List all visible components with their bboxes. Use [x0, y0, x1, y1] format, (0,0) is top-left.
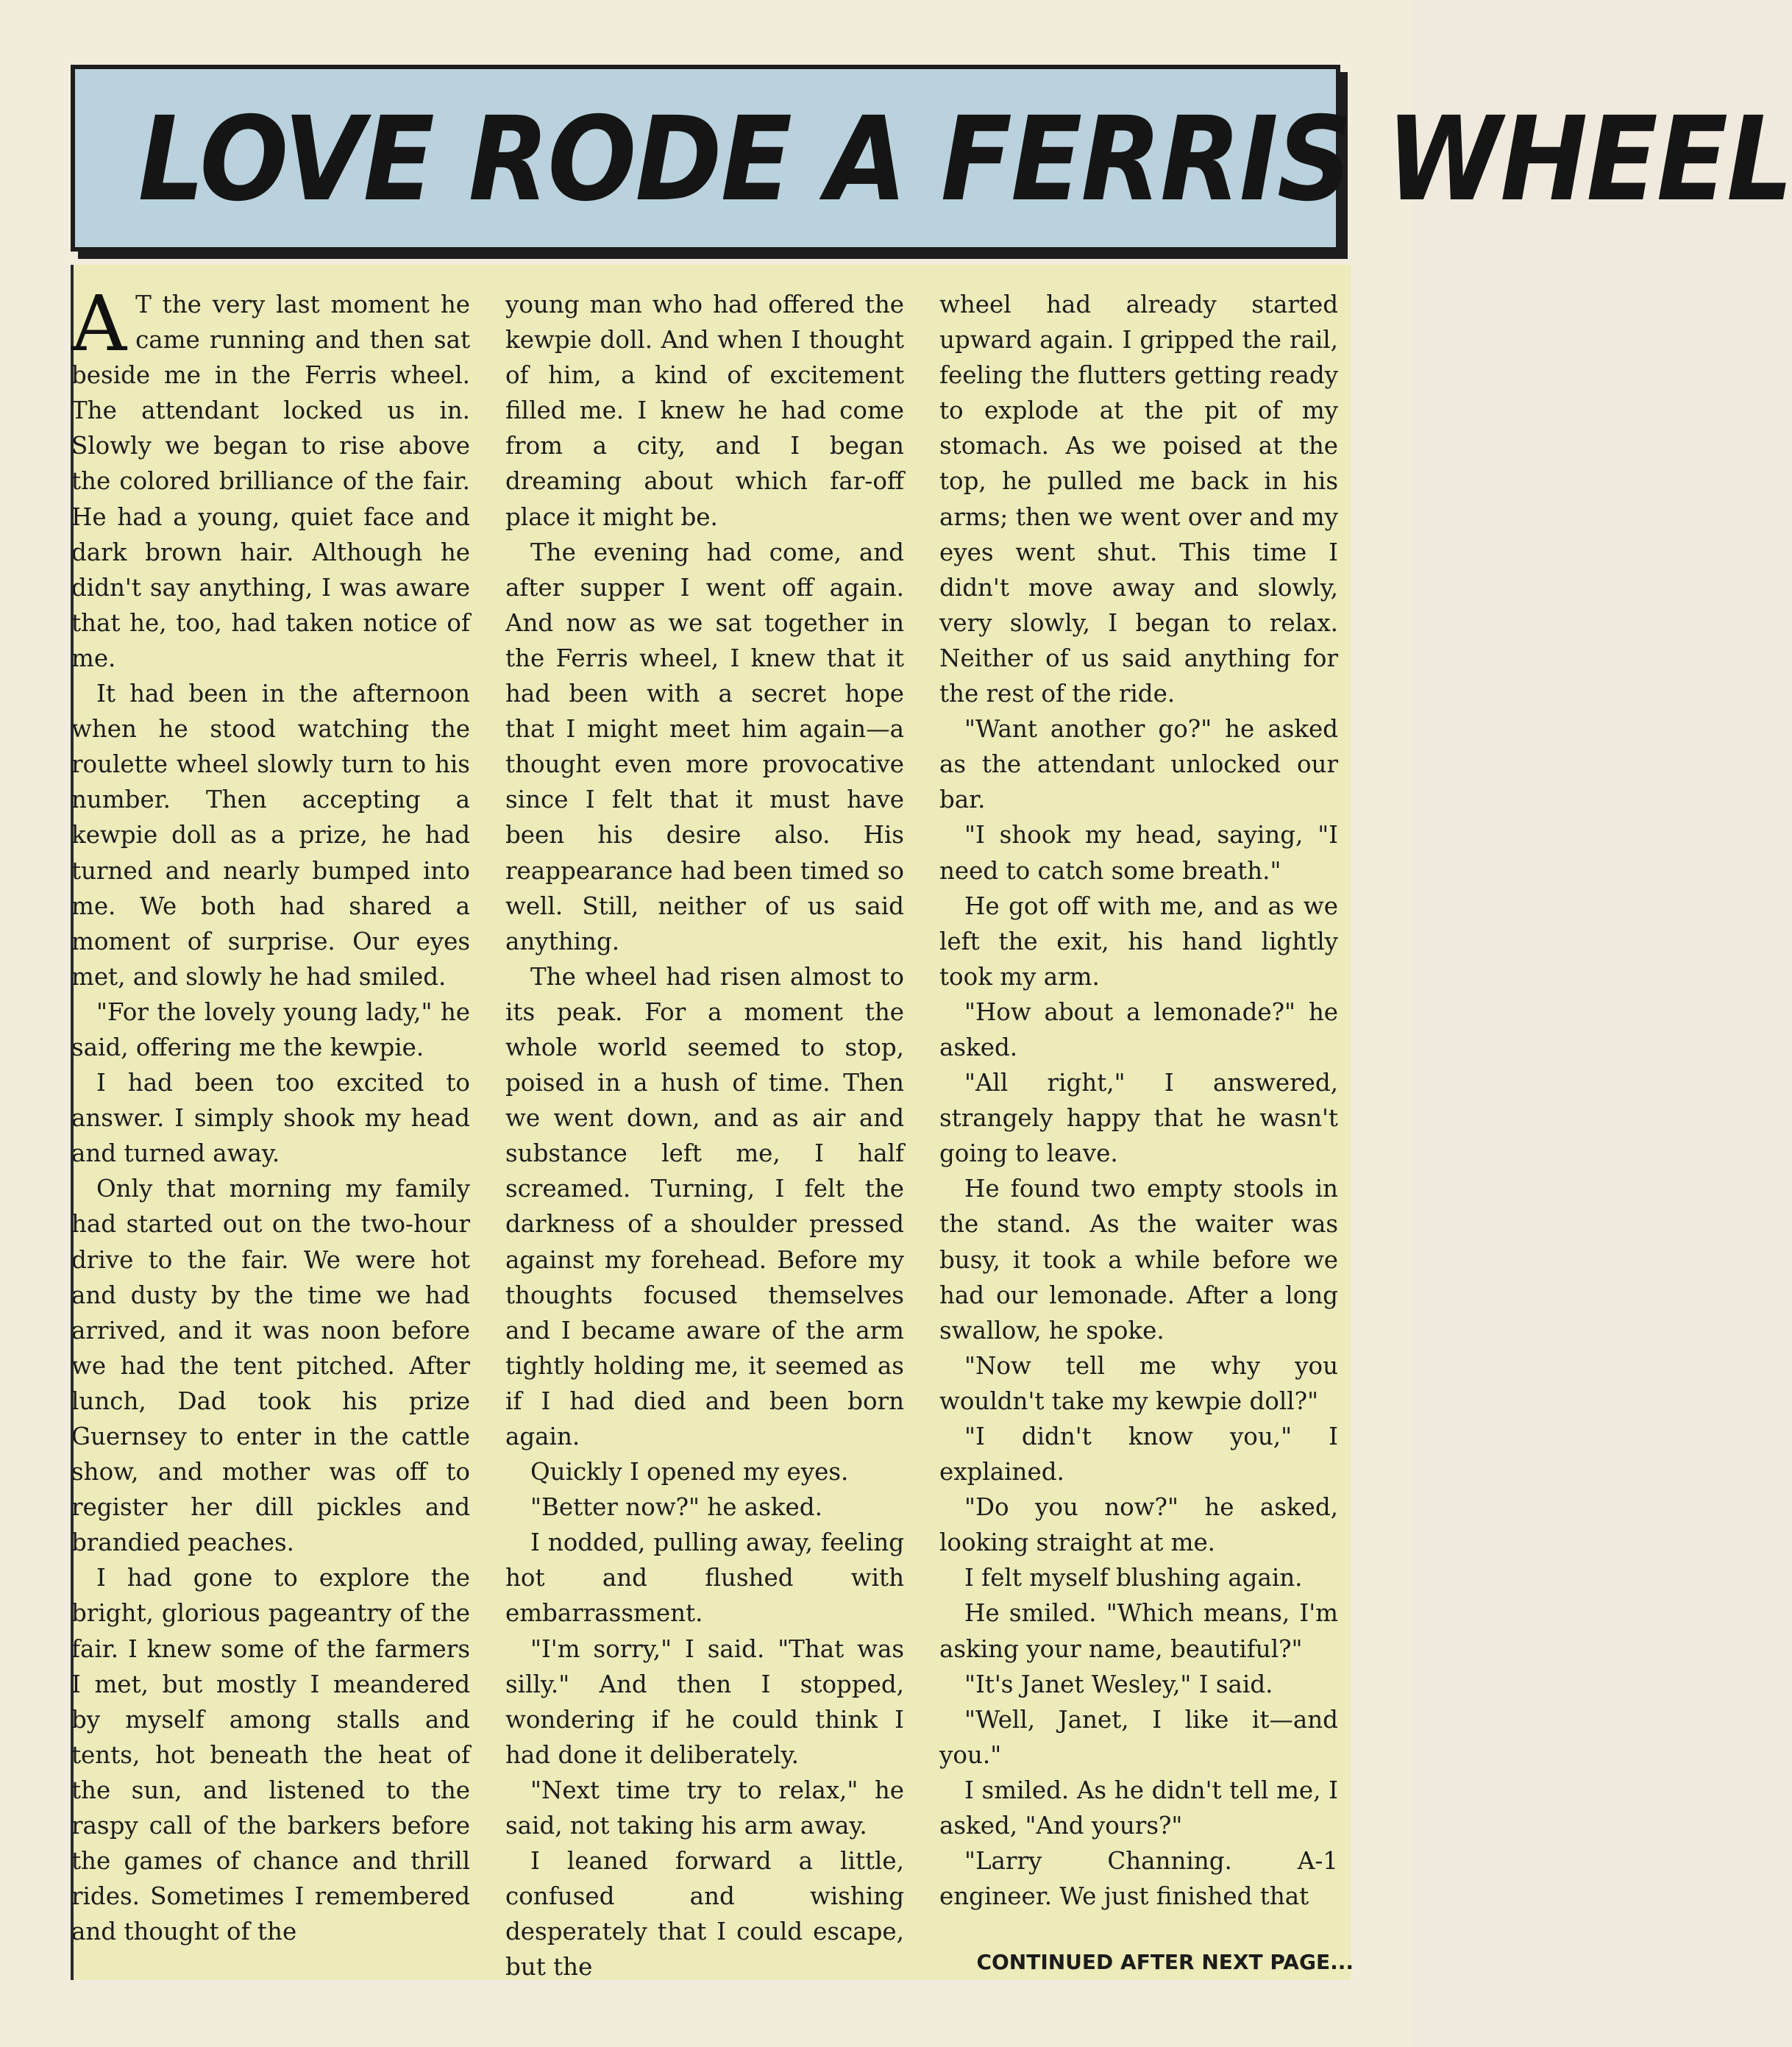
- paragraph: young man who had offered the kewpie doll. And when I thought of him, a kind of excitement filled me. I knew he had come from a city, and I began dreaming about which far-off place it might be.: [505, 291, 904, 531]
- paragraph: I leaned forward a little, confused and wishing desperately that I could escape, but the: [505, 1847, 904, 1982]
- paragraph: "Do you now?" he asked, looking straight at me.: [939, 1493, 1338, 1557]
- paragraph: I nodded, pulling away, feeling hot and flushed with embarrassment.: [505, 1528, 904, 1628]
- paragraph: "Well, Janet, I like it—and you.": [939, 1705, 1338, 1769]
- paragraph: Quickly I opened my eyes.: [530, 1458, 849, 1487]
- paragraph: I smiled. As he didn't tell me, I asked, "And yours?": [939, 1776, 1338, 1840]
- paragraph: "Better now?" he asked.: [530, 1493, 822, 1522]
- paragraph: I had been too excited to answer. I simply shook my head and turned away.: [71, 1069, 470, 1168]
- paragraph: He got off with me, and as we left the exit, his hand lightly took my arm.: [939, 891, 1338, 991]
- paragraph: Only that morning my family had started out on the two-hour drive to the fair. We were hot and dusty by the time we had arrived, and it was noon before we had the tent pitched. After lunch, Dad took his prize Guernsey to enter in the cattle show, and mother was off to register her dill pickles and brandied peaches.: [71, 1175, 470, 1557]
- paragraph: The wheel had risen almost to its peak. For a moment the whole world seemed to stop, poised in a hush of time. Then we went down, and as air and substance left me, I half screamed. Turning, I felt the darkness of a shoulder pressed against my forehead. Before my thoughts focused themselves and I became aware of the arm tightly holding me, it seemed as if I had died and been born again.: [505, 962, 904, 1450]
- paragraph-text: T the very last moment he came running and then sat beside me in the Ferris wheel. The attendant locked us in. Slowly we began to rise above the colored brilliance of the fair. He had a young, quiet face and dark brown hair. Although he didn't say anything, I was aware that he, too, had taken notice of me.: [71, 291, 470, 672]
- text-column-3: [939, 287, 1338, 1914]
- title-banner: [71, 65, 1792, 252]
- paragraph: "It's Janet Wesley," I said.: [964, 1670, 1273, 1698]
- paragraph: I had gone to explore the bright, glorious pageantry of the fair. I knew some of the farmers I met, but mostly I meandered by myself among stalls and tents, hot beneath the heat of the sun, and listened to the raspy call of the barkers before the games of chance and thrill rides. Sometimes I remembered and thought of the: [71, 1564, 470, 1946]
- paragraph: "I'm sorry," I said. "That was silly." And then I stopped, wondering if he could think I had done it deliberately.: [505, 1634, 904, 1769]
- continued-notice: CONTINUED AFTER NEXT PAGE...: [976, 1950, 1354, 1974]
- text-column-2: [505, 287, 904, 1985]
- text-column-1: [71, 279, 470, 1949]
- paragraph: "Larry Channing. A-1 engineer. We just finished that: [939, 1847, 1338, 1911]
- paragraph: "For the lovely young lady," he said, offering me the kewpie.: [71, 997, 470, 1061]
- paragraph: I felt myself blushing again.: [964, 1564, 1303, 1592]
- paragraph: "I shook my head, saying, "I need to catch some breath.": [939, 821, 1338, 885]
- paragraph: He found two empty stools in the stand. As the waiter was busy, it took a while before we had our lemonade. After a long swallow, he spoke.: [939, 1175, 1338, 1345]
- paragraph: wheel had already started upward again. I gripped the rail, feeling the flutters getting ready to explode at the pit of my stomach. As we poised at the top, he pulled me back in his arms; then we went over and my eyes went shut. This time I didn't move away and slowly, very slowly, I began to relax. Neither of us said anything for the rest of the ride.: [939, 291, 1338, 708]
- paragraph: "Now tell me why you wouldn't take my kewpie doll?": [939, 1351, 1338, 1415]
- story-title: LOVE RODE A FERRIS WHEEL: [138, 92, 1792, 227]
- paragraph: He smiled. "Which means, I'm asking your name, beautiful?": [939, 1599, 1338, 1663]
- paragraph: "How about a lemonade?" he asked.: [939, 997, 1338, 1061]
- paragraph: "I didn't know you," I explained.: [939, 1423, 1338, 1487]
- drop-cap: A: [71, 279, 127, 369]
- paragraph: "Want another go?" he asked as the attendant unlocked our bar.: [939, 715, 1338, 814]
- paragraph: It had been in the afternoon when he stood watching the roulette wheel slowly turn to his number. Then accepting a kewpie doll as a prize, he had turned and nearly bumped into me. We both had shared a moment of surprise. Our eyes met, and slowly he had smiled.: [71, 680, 470, 991]
- paragraph: "Next time try to relax," he said, not taking his arm away.: [505, 1776, 904, 1840]
- paragraph: The evening had come, and after supper I went off again. And now as we sat together in the Ferris wheel, I knew that it had been with a secret hope that I might meet him again—a thought even more provocative since I felt that it must have been his desire also. His reappearance had been timed so well. Still, neither of us said anything.: [505, 538, 904, 955]
- paragraph: [71, 279, 470, 676]
- paragraph: "All right," I answered, strangely happy that he wasn't going to leave.: [939, 1069, 1338, 1168]
